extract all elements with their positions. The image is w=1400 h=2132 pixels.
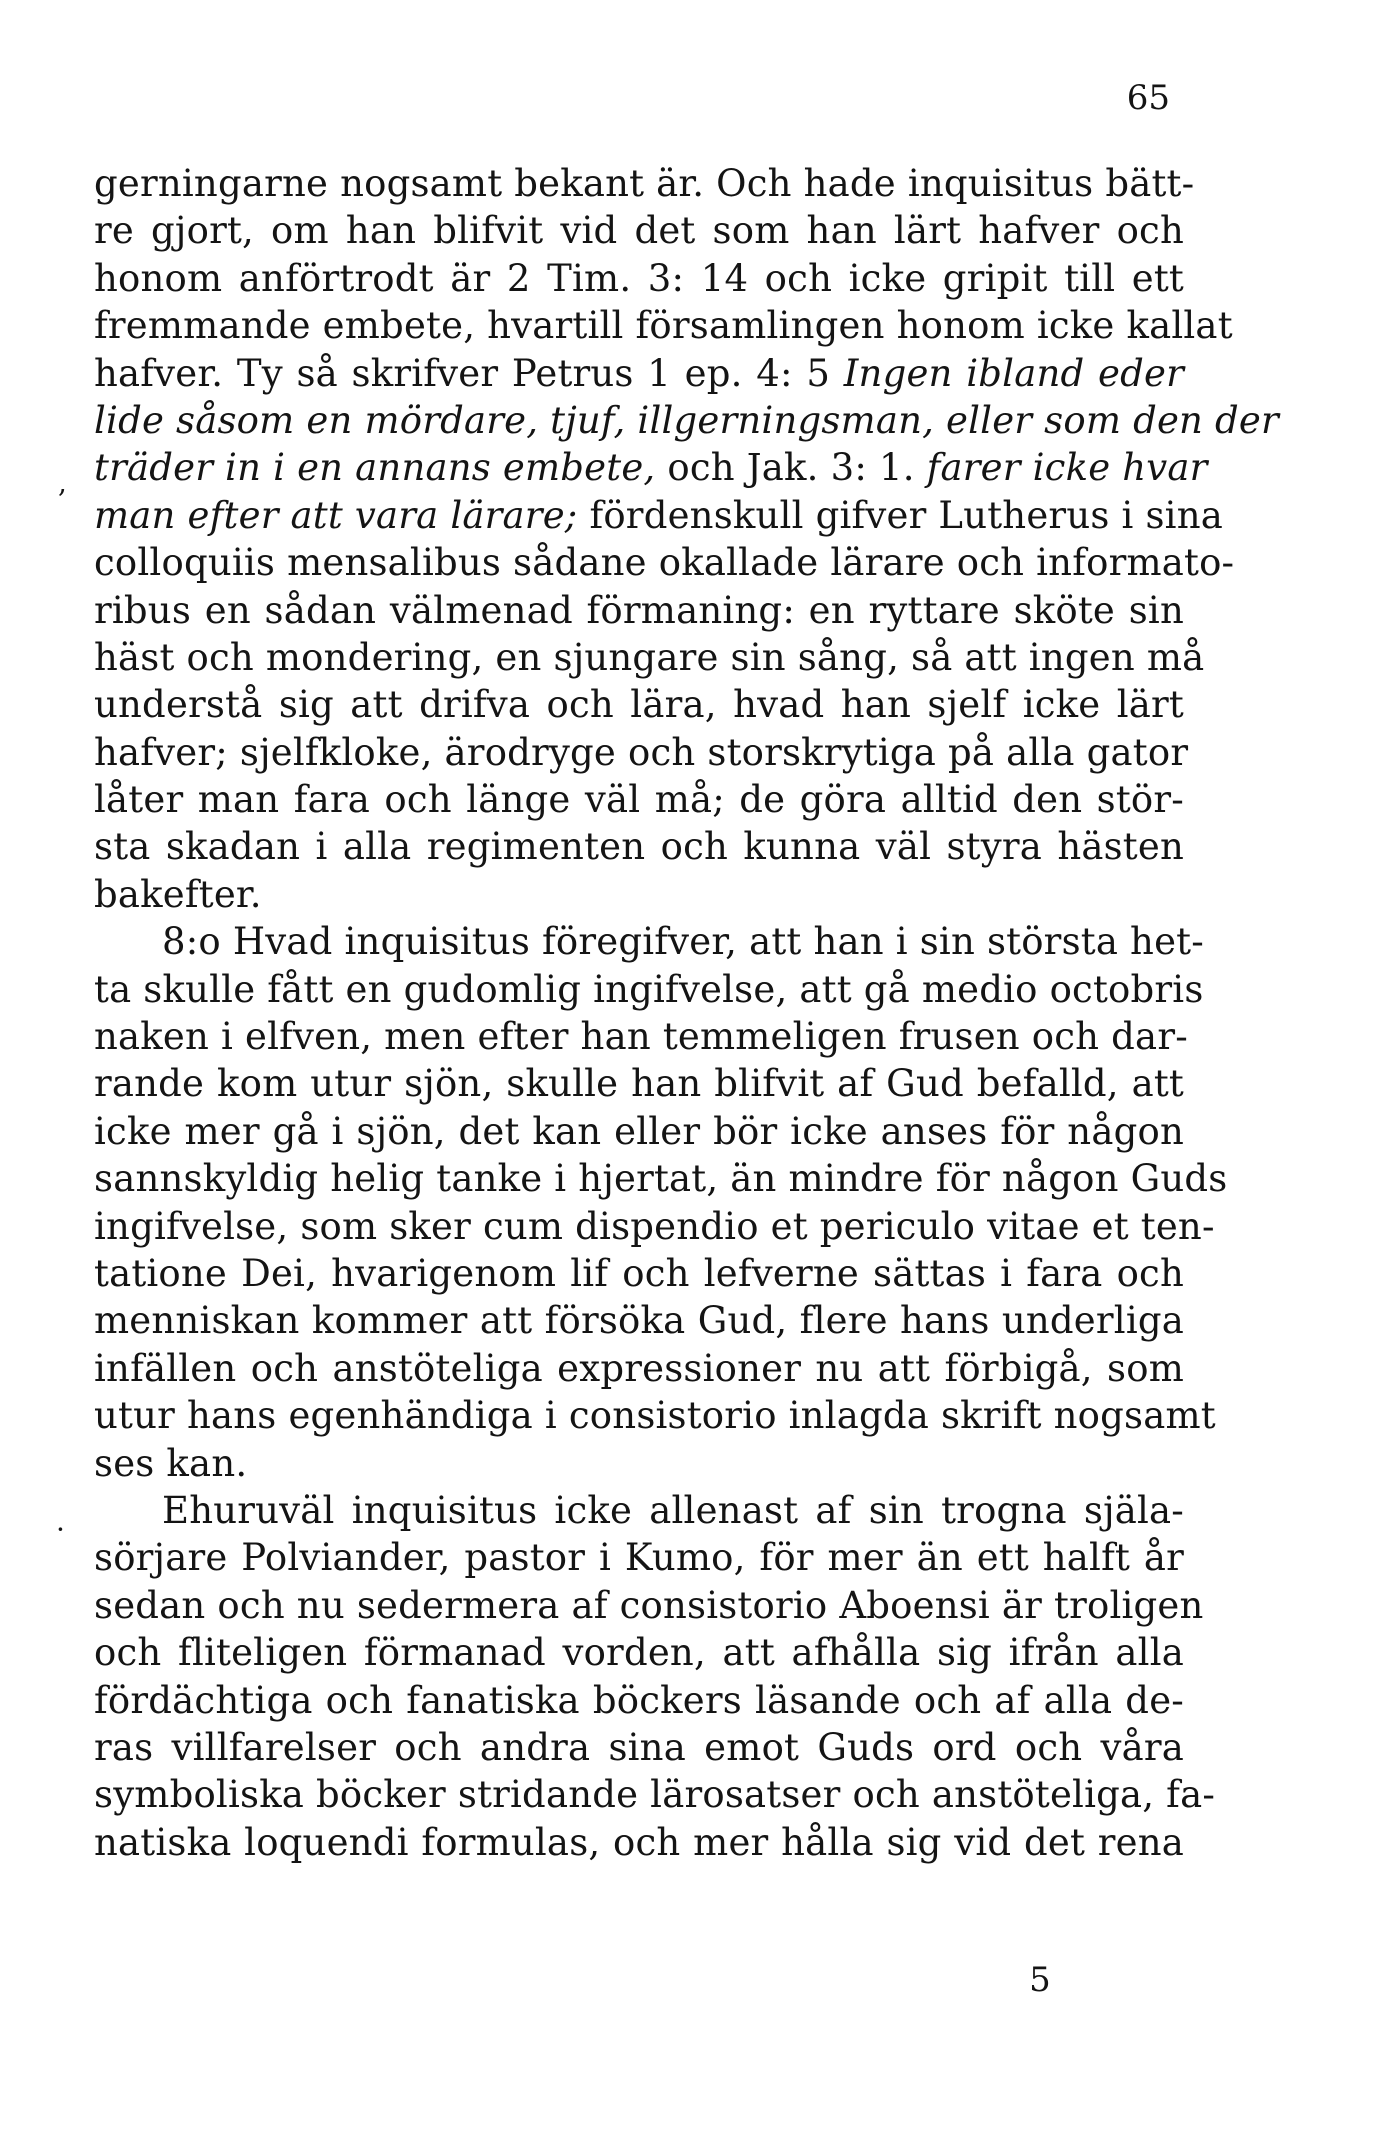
text-line: icke mer gå i sjön, det kan eller bör icke anses för någon [94,1109,1184,1153]
margin-mark: , [58,466,67,499]
text-line: re gjort, om han blifvit vid det som han lärt hafver och [94,209,1184,253]
text-line: ribus en sådan välmenad förmaning: en ryttare sköte sin [94,588,1184,632]
text-line [94,444,1208,491]
text-line: ses kan. [94,1441,248,1485]
text-line: understå sig att drifva och lära, hvad han sjelf icke lärt [94,683,1184,727]
text-line: infällen och anstöteliga expressioner nu att förbigå, som [94,1346,1184,1390]
body-text [94,160,1279,1866]
text-run: fördenskull gifver Lutherus i sina [589,493,1223,537]
text-line: colloquiis mensalibus sådane okallade lärare och informato- [94,541,1235,585]
text-line: tatione Dei, hvarigenom lif och lefverne sättas i fara och [94,1251,1184,1295]
text-line: bakefter. [94,872,262,916]
text-line: låter man fara och länge väl må; de göra alltid den stör- [94,778,1184,822]
text-line: symboliska böcker stridande lärosatser och anstöteliga, fa- [94,1773,1216,1817]
text-line: honom anförtrodt är 2 Tim. 3: 14 och icke gripit till ett [94,256,1184,300]
text-run: hafver. Ty så skrifver Petrus 1 ep. 4: 5 [94,351,831,395]
paragraph-start-line: Ehuruväl inquisitus icke allenast af sin trogna själa- [162,1488,1184,1532]
text-line: sedan och nu sedermera af consistorio Aboensi är troligen [94,1583,1204,1627]
text-line: och fliteligen förmanad vorden, att afhålla sig ifrån alla [94,1631,1184,1675]
text-line: menniskan kommer att försöka Gud, flere hans underliga [94,1299,1184,1343]
text-line [94,350,1184,397]
page-number: 65 [1126,78,1170,118]
text-line: natiska loquendi formulas, och mer hålla sig vid det rena [94,1820,1184,1864]
text-line: fremmande embete, hvartill församlingen honom icke kallat [94,304,1233,348]
margin-mark: · [56,1513,65,1546]
text-line: häst och mondering, en sjungare sin sång, så att ingen må [94,635,1205,679]
text-line: sannskyldig helig tanke i hjertat, än mindre för någon Guds [94,1157,1228,1201]
text-line: fördächtiga och fanatiska böckers läsande och af alla de- [94,1678,1184,1722]
italic-quote: farer icke hvar [926,446,1208,490]
text-line [94,492,1223,539]
text-line: ta skulle fått en gudomlig ingifvelse, att gå medio octobris [94,967,1204,1011]
italic-quote: Ingen ibland eder [843,351,1184,395]
paragraph-start-line: 8:o Hvad inquisitus föregifver, att han i sin största het- [162,920,1204,964]
italic-quote: träder in i en annans embete, [94,446,656,490]
italic-quote: man efter att vara lärare; [94,493,578,537]
text-line: ingifvelse, som sker cum dispendio et periculo vitae et ten- [94,1204,1215,1248]
italic-quote-line: lide såsom en mördare, tjuf, illgerningsman, eller som den der [94,398,1279,442]
text-line: hafver; sjelfkloke, ärodryge och storskrytiga på alla gator [94,730,1189,774]
text-run: och Jak. 3: 1. [667,446,915,490]
text-line: sta skadan i alla regimenten och kunna väl styra hästen [94,825,1184,869]
text-line: utur hans egenhändiga i consistorio inlagda skrift nogsamt [94,1394,1216,1438]
text-line: ras villfarelser och andra sina emot Guds ord och våra [94,1725,1184,1769]
signature-mark: 5 [1029,1960,1051,2000]
text-line: rande kom utur sjön, skulle han blifvit af Gud befalld, att [94,1062,1184,1106]
text-line: gerningarne nogsamt bekant är. Och hade inquisitus bätt- [94,162,1195,205]
text-line: naken i elfven, men efter han temmeligen frusen och dar- [94,1015,1188,1059]
text-line: sörjare Polviander, pastor i Kumo, för mer än ett halft år [94,1536,1184,1580]
